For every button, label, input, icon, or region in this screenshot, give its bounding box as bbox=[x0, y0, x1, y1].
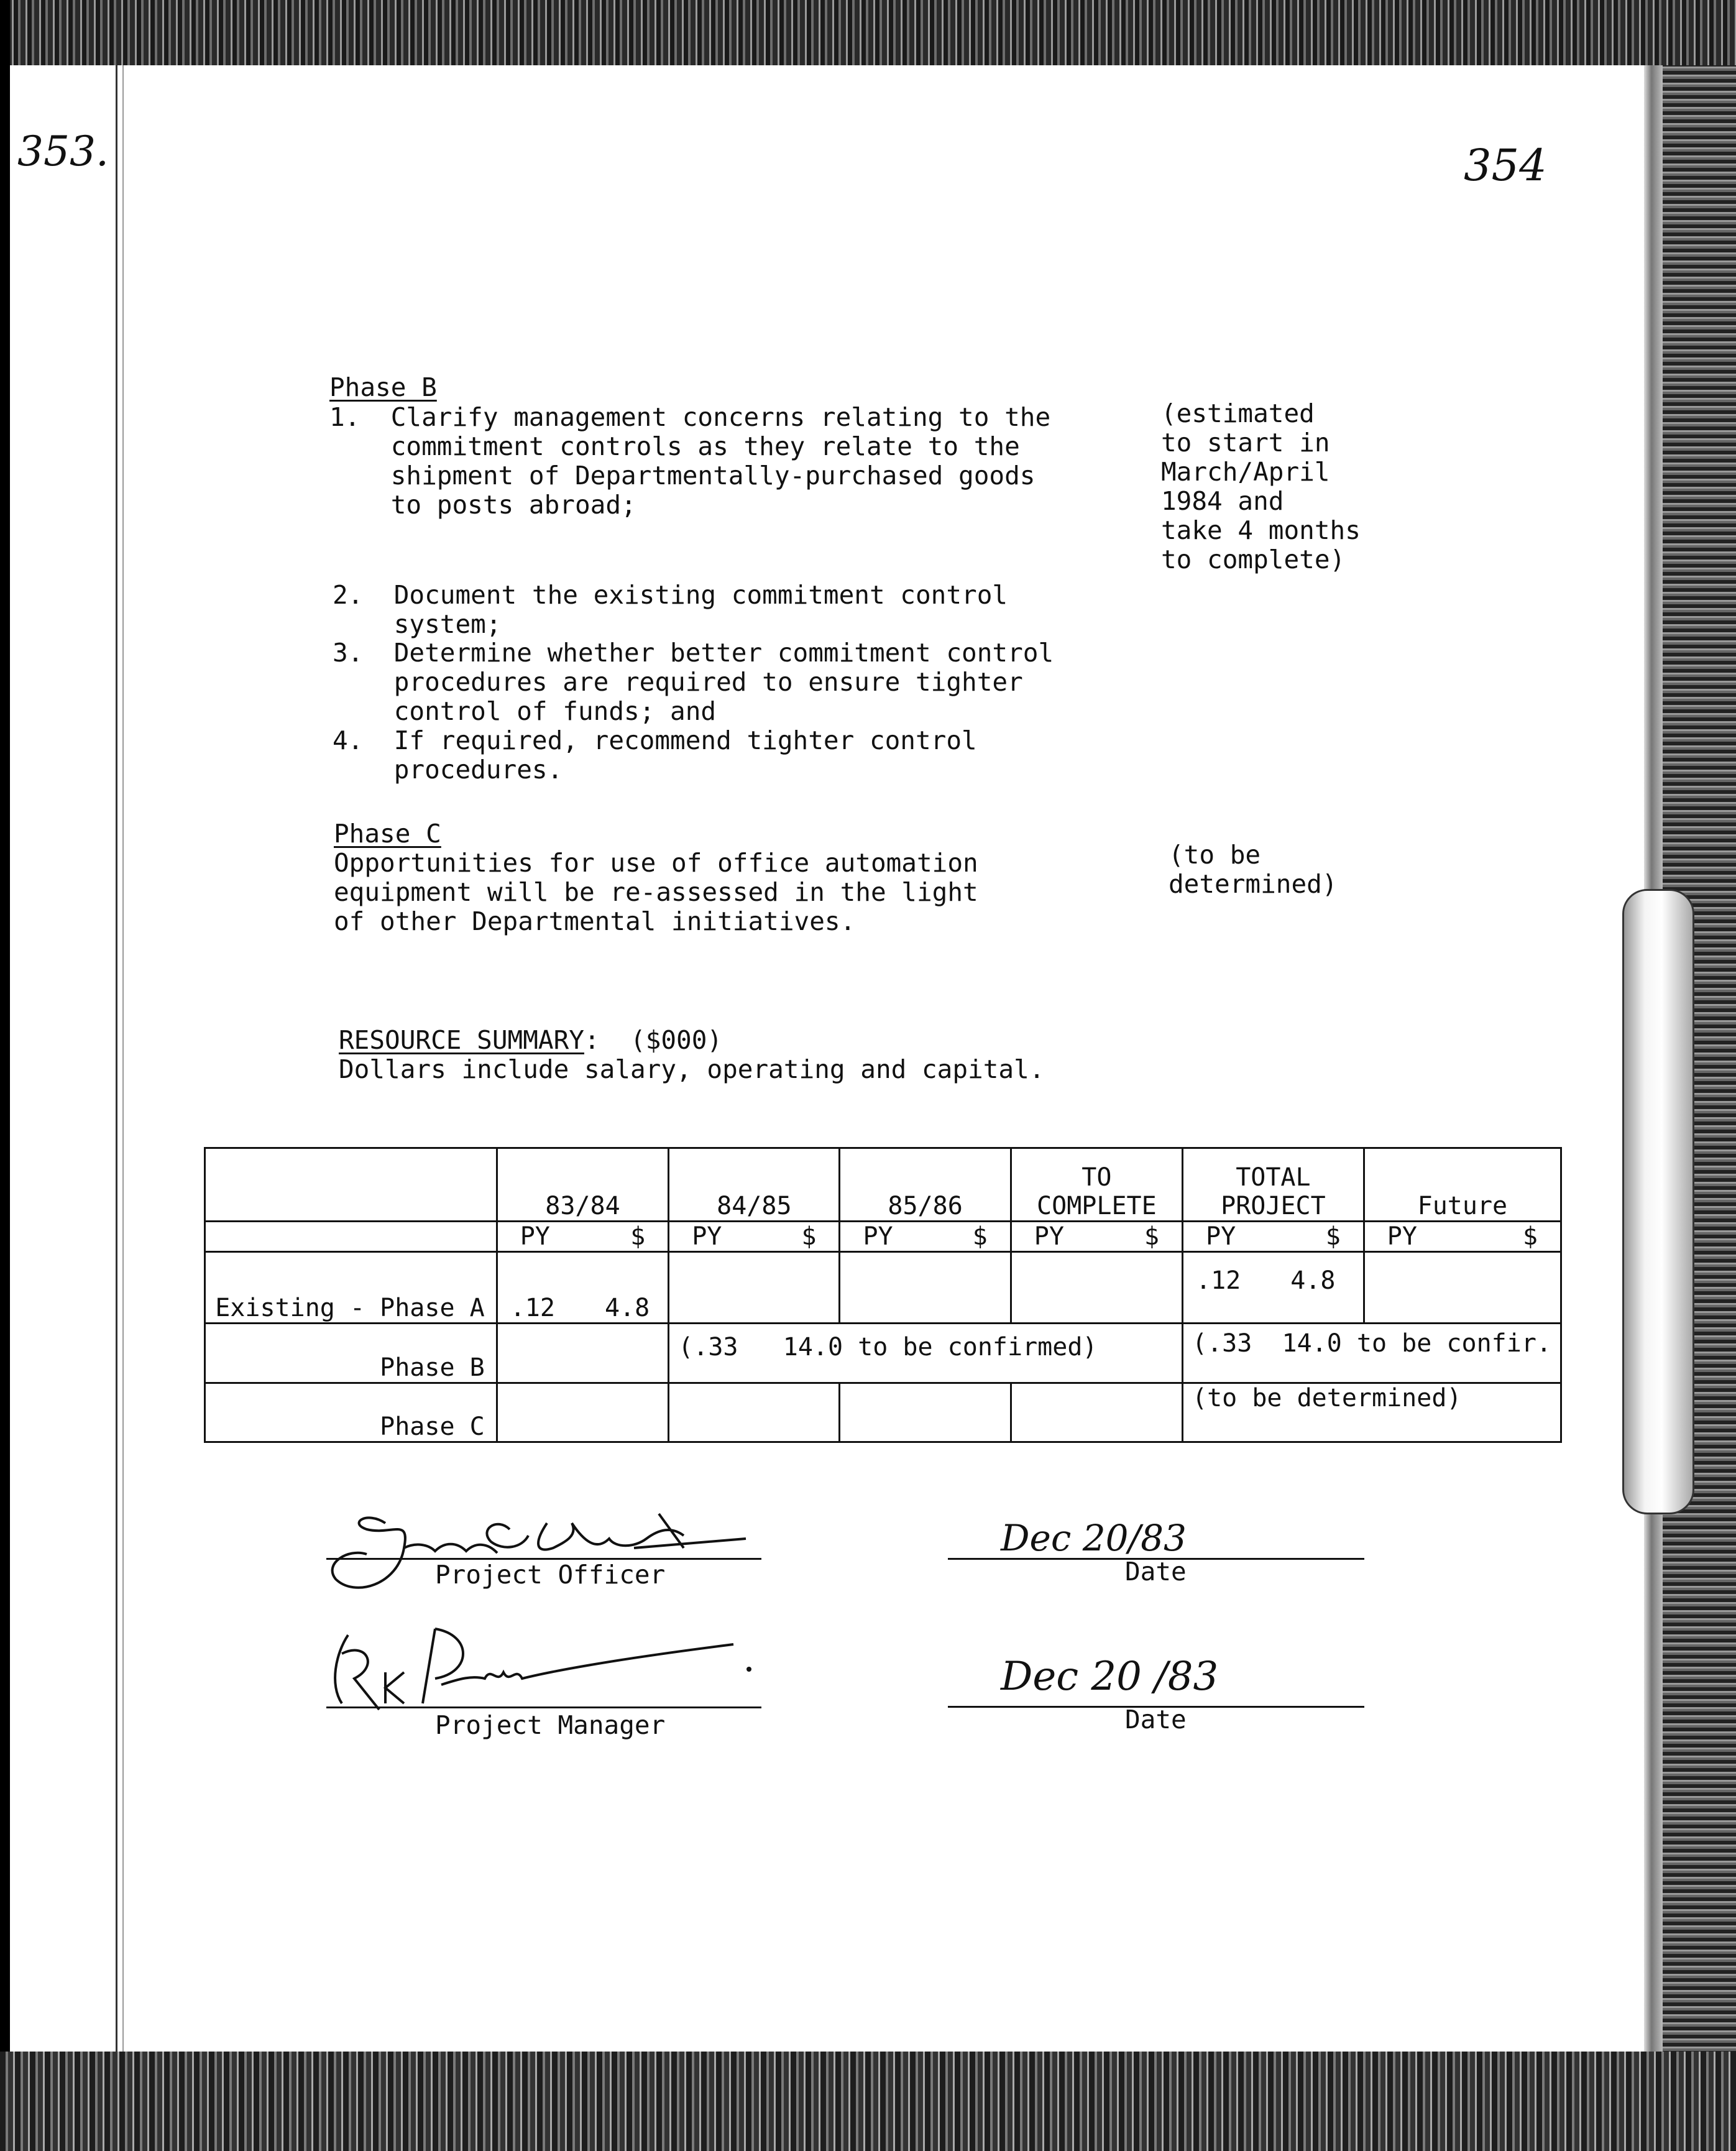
col-header-8485: 84/85 bbox=[669, 1148, 840, 1222]
page-number-left: 353. bbox=[17, 127, 109, 175]
row-label-phase-a: Existing - Phase A bbox=[205, 1252, 497, 1324]
table-row bbox=[205, 1324, 1561, 1383]
table-header-row bbox=[205, 1148, 1561, 1222]
subheader-cell bbox=[669, 1222, 840, 1252]
cell-empty bbox=[1011, 1383, 1182, 1442]
phase-b-heading: Phase B bbox=[329, 372, 437, 402]
sub-dollar: $ bbox=[1144, 1222, 1160, 1251]
table-row bbox=[205, 1252, 1561, 1324]
sub-dollar: $ bbox=[1325, 1222, 1341, 1251]
scan-border-left bbox=[0, 0, 10, 2151]
phase-b-item-3: 3. Determine whether better commitment control procedures are required to ensure tighter control of funds; and bbox=[333, 638, 1054, 726]
phase-a-total-py: .12 bbox=[1196, 1266, 1241, 1295]
scan-border-bottom bbox=[0, 2052, 1736, 2151]
subheader-cell bbox=[1011, 1222, 1182, 1252]
sub-dollar: $ bbox=[801, 1222, 817, 1251]
phase-b-span-cell: (.33 14.0 to be confirmed) bbox=[669, 1324, 1183, 1383]
phase-c-schedule-note: (to be determined) bbox=[1169, 840, 1338, 899]
col-header-8384: 83/84 bbox=[497, 1148, 668, 1222]
sub-dollar: $ bbox=[630, 1222, 646, 1251]
resource-summary-title bbox=[339, 1026, 722, 1055]
col-header-total-project: TOTAL PROJECT bbox=[1183, 1148, 1364, 1222]
phase-b-total-cell: (.33 14.0 to be confir. bbox=[1183, 1324, 1561, 1383]
project-manager-label: Project Manager bbox=[435, 1710, 666, 1740]
row-label-phase-b: Phase B bbox=[205, 1324, 497, 1383]
sub-py: PY bbox=[1034, 1222, 1064, 1251]
page-number-right: 354 bbox=[1464, 140, 1547, 191]
sub-py: PY bbox=[863, 1222, 893, 1251]
project-manager-signature-line bbox=[326, 1707, 761, 1708]
col-header-8586: 85/86 bbox=[840, 1148, 1011, 1222]
officer-date-handwritten: Dec 20/83 bbox=[1001, 1517, 1187, 1559]
sub-py: PY bbox=[520, 1222, 550, 1251]
subheader-cell bbox=[840, 1222, 1011, 1252]
col-header-future: Future bbox=[1364, 1148, 1561, 1222]
phase-c-text: Opportunities for use of office automation equipment will be re-assessed in the light of other Departmental initiatives. bbox=[334, 848, 978, 936]
sub-py: PY bbox=[692, 1222, 722, 1251]
sub-dollar: $ bbox=[1522, 1222, 1538, 1251]
sub-py: PY bbox=[1387, 1222, 1417, 1251]
resource-table bbox=[204, 1147, 1562, 1443]
phase-b-schedule-note: (estimated to start in March/April 1984 and take 4 months to complete) bbox=[1161, 398, 1361, 574]
row-label-phase-c: Phase C bbox=[205, 1383, 497, 1442]
cell-empty bbox=[1364, 1252, 1561, 1324]
subheader-blank-cell bbox=[205, 1222, 497, 1252]
phase-a-py: .12 bbox=[510, 1294, 555, 1322]
phase-c-heading: Phase C bbox=[334, 819, 441, 849]
manager-date-handwritten: Dec 20 /83 bbox=[1001, 1654, 1219, 1700]
table-subheader-row bbox=[205, 1222, 1561, 1252]
phase-b-item-2: 2. Document the existing commitment control system; bbox=[333, 580, 1008, 639]
cell-total-phase-a bbox=[1183, 1252, 1364, 1324]
phase-b-item-1: 1. Clarify management concerns relating to the commitment controls as they relate to the shipment of Departmentally-purchased goods to posts abroad; bbox=[329, 402, 1051, 520]
cell-8384-phase-a bbox=[497, 1252, 668, 1324]
subheader-cell bbox=[497, 1222, 668, 1252]
phase-c-total-cell: (to be determined) bbox=[1183, 1383, 1561, 1442]
cell-empty bbox=[497, 1324, 668, 1383]
header-blank-cell bbox=[205, 1148, 497, 1222]
phase-a-total-dollar: 4.8 bbox=[1290, 1266, 1336, 1295]
sub-dollar: $ bbox=[972, 1222, 988, 1251]
resource-summary-heading: RESOURCE SUMMARY bbox=[339, 1025, 584, 1055]
table-row bbox=[205, 1383, 1561, 1442]
scan-border-top bbox=[0, 0, 1736, 65]
col-header-to-complete: TO COMPLETE bbox=[1011, 1148, 1182, 1222]
cell-empty bbox=[669, 1383, 840, 1442]
manager-date-label: Date bbox=[1125, 1705, 1187, 1734]
binder-clip bbox=[1622, 889, 1694, 1514]
binding-shadow-left bbox=[116, 65, 124, 2055]
officer-date-label: Date bbox=[1125, 1557, 1187, 1587]
resource-summary-units: : ($000) bbox=[584, 1025, 723, 1055]
cell-empty bbox=[1011, 1252, 1182, 1324]
cell-empty bbox=[669, 1252, 840, 1324]
phase-b-item-4: 4. If required, recommend tighter control procedures. bbox=[333, 725, 977, 785]
project-manager-signature bbox=[311, 1616, 783, 1716]
subheader-cell bbox=[1364, 1222, 1561, 1252]
resource-summary-note: Dollars include salary, operating and capital. bbox=[339, 1054, 1045, 1084]
phase-a-dollar: 4.8 bbox=[604, 1294, 650, 1322]
sub-py: PY bbox=[1206, 1222, 1236, 1251]
cell-empty bbox=[840, 1252, 1011, 1324]
cell-empty bbox=[840, 1383, 1011, 1442]
cell-empty bbox=[497, 1383, 668, 1442]
subheader-cell bbox=[1183, 1222, 1364, 1252]
project-officer-label: Project Officer bbox=[435, 1560, 666, 1590]
